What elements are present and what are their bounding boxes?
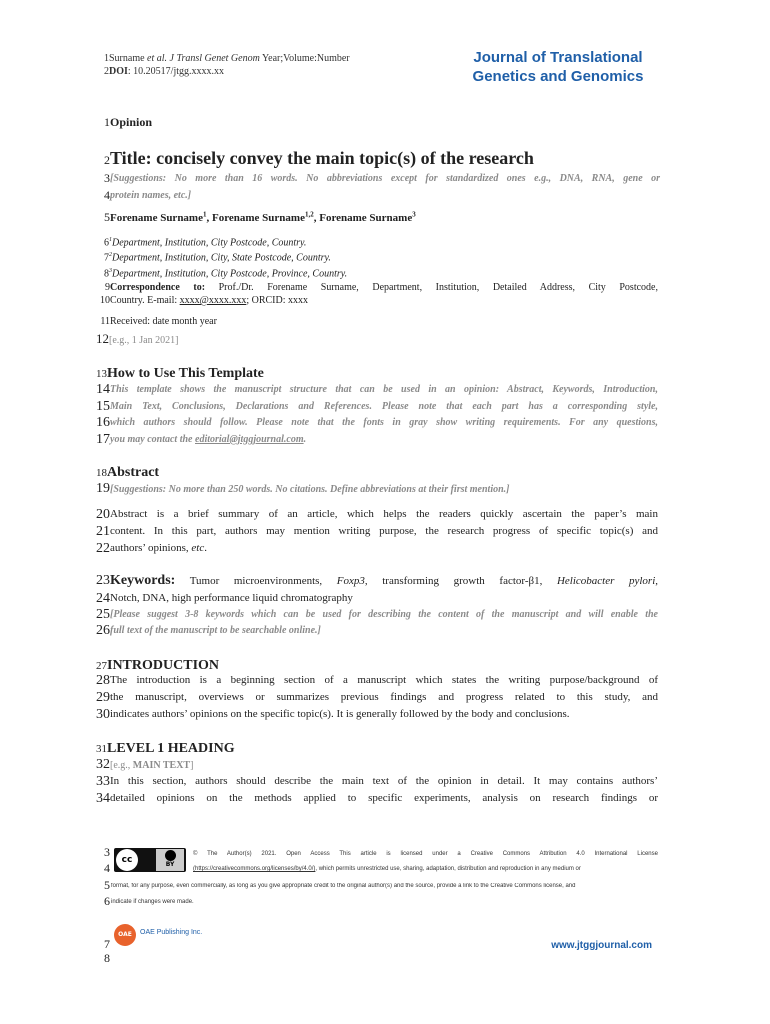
received-example-text: [e.g., 1 Jan 2021]	[109, 335, 179, 346]
line-number: 20	[96, 507, 110, 522]
line-number: 34	[96, 791, 110, 806]
keyword: , transforming growth factor-β1,	[364, 575, 557, 587]
author-name: Forename Surname	[110, 212, 203, 224]
orcid-text: ; ORCID: xxxx	[246, 295, 309, 306]
doi-label: DOI	[109, 66, 128, 77]
line-number: 32	[96, 757, 110, 772]
received-text: Received: date month year	[110, 316, 217, 327]
level1-note-text: [e.g.,	[110, 760, 133, 771]
abstract-note	[96, 481, 509, 497]
level1-note	[96, 757, 193, 773]
title-note-text: protein names, etc.]	[110, 190, 192, 201]
affiliation-line	[104, 249, 347, 264]
instruction-text: .	[303, 433, 307, 445]
title-note	[104, 170, 660, 204]
line-number: 8	[104, 267, 109, 279]
level1-body	[96, 773, 658, 807]
line-number: 22	[96, 541, 110, 556]
line-number: 18	[96, 467, 107, 479]
affiliations	[104, 234, 347, 280]
introduction-text: The introduction is a beginning section of a manuscript which states the writing purpose/background of	[110, 674, 658, 686]
affiliation-text: Department, Institution, City Postcode, Country.	[112, 237, 307, 249]
line-number: 24	[96, 591, 110, 606]
line-number: 28	[96, 673, 110, 688]
affiliation-sup: 1	[109, 237, 112, 243]
instruction-text: you may contact the	[110, 433, 195, 445]
section-heading: INTRODUCTION	[107, 658, 220, 673]
howto-body	[96, 382, 658, 448]
author-list	[104, 210, 416, 225]
correspondence-address: Prof./Dr. Forename Surname, Department, Institution, Detailed Address, City Postcode,	[205, 282, 658, 293]
article-type-label: Opinion	[110, 115, 153, 129]
line-number: 17	[96, 431, 110, 447]
correspondence-label: Correspondence to:	[110, 282, 206, 293]
header-journal-abbrev: et al. J Transl Genet Genom	[147, 53, 260, 64]
line-number: 1	[104, 115, 110, 129]
line-number: 10	[100, 295, 110, 306]
line-number: 29	[96, 690, 110, 705]
oae-logo: OAE	[114, 924, 136, 946]
affiliation-sup: 2	[109, 252, 112, 259]
article-title: Title: concisely convey the main topic(s) of the research	[110, 148, 534, 168]
author-affiliation-sup: 1,2	[304, 210, 314, 219]
line-number: 19	[96, 481, 110, 496]
abstract-heading	[96, 463, 159, 481]
article-type	[104, 115, 152, 130]
running-header-doi	[104, 66, 224, 77]
license-text: , which permits unrestricted use, sharing, adaptation, distribution and reproduction in any medium or	[315, 866, 581, 872]
keyword: Notch, DNA, high performance liquid chromatography	[110, 592, 353, 604]
correspondence	[98, 281, 658, 307]
abstract-text: content. In this part, authors may mention writing purpose, the research progress of specific topic(s) and	[110, 525, 658, 537]
line-number: 6	[104, 894, 110, 908]
line-number: 27	[96, 660, 107, 672]
author-name: , Forename Surname	[313, 212, 413, 224]
keyword: Tumor microenvironments,	[175, 575, 337, 587]
keywords-label: Keywords:	[110, 573, 176, 588]
line-number: 1	[104, 53, 109, 64]
license-line-1: © The Author(s) 2021. Open Access This article is licensed under a Creative Commons Attribution 4.0 International License	[193, 851, 658, 857]
line-number: 2	[104, 153, 110, 167]
running-header-citation	[104, 53, 350, 64]
license-line-2	[193, 866, 658, 872]
abstract-text: authors’ opinions,	[110, 542, 192, 554]
keyword: Foxp3	[336, 575, 365, 587]
line-number: 7	[104, 937, 110, 951]
line-number: 3	[104, 845, 110, 859]
main-text: In this section, authors should describe the main text of the opinion in detail. It may contains authors’	[110, 775, 658, 787]
license-line-4: indicate if changes were made.	[111, 899, 194, 905]
keywords	[96, 572, 658, 639]
received-example	[96, 331, 178, 347]
email-link[interactable]: xxxx@xxxx.xxx	[179, 295, 247, 306]
keywords-note: full text of the manuscript to be searchable online.]	[110, 625, 321, 636]
keyword: Helicobacter pylori	[556, 575, 656, 587]
affiliation-line	[104, 265, 347, 280]
journal-name-line-2: Genetics and Genomics	[472, 68, 644, 85]
line-number: 12	[96, 331, 109, 346]
editorial-email-link[interactable]: editorial@jtggjournal.com	[195, 433, 304, 445]
line-number: 21	[96, 524, 110, 539]
line-number: 5	[104, 210, 110, 224]
line-number: 23	[96, 573, 110, 588]
level1-note-text: ]	[190, 760, 194, 771]
by-panel	[156, 849, 184, 871]
title-note-text: [Suggestions: No more than 16 words. No abbreviations except for standardized ones e.g., DNA, RNA, gene or	[110, 173, 660, 184]
abstract-body	[96, 506, 658, 557]
howto-heading	[96, 364, 264, 382]
line-number: 4	[104, 861, 110, 875]
line-number: 6	[104, 237, 109, 249]
keywords-note: [Please suggest 3-8 keywords which can be used for describing the content of the manuscript and will enable the	[110, 609, 658, 620]
introduction-text: indicates authors’ opinions on the specific topic(s). It is generally followed by the body and conclusions.	[110, 708, 570, 720]
line-number: 2	[104, 66, 109, 77]
author-name: , Forename Surname	[206, 212, 305, 224]
instruction-text: which authors should follow. Please note that the fonts in gray show writing requirements. For any questions,	[110, 417, 658, 428]
level1-heading	[96, 739, 235, 757]
affiliation-sup: 3	[109, 267, 112, 274]
title-line	[104, 148, 534, 169]
main-text: detailed opinions on the methods applied to specific experiments, analysis on research findings or	[110, 792, 658, 804]
affiliation-line	[104, 234, 347, 249]
line-number: 7	[104, 252, 109, 264]
line-number: 11	[100, 316, 110, 327]
license-url-link[interactable]: (https://creativecommons.org/licenses/by/4.0/)	[193, 866, 316, 872]
publisher-name: OAE Publishing Inc.	[140, 929, 203, 936]
introduction-body	[96, 672, 658, 723]
header-surname: Surname	[109, 53, 148, 64]
by-label: BY	[165, 861, 175, 868]
introduction-text: the manuscript, overviews or summarizes previous findings and progress related to this study, and	[110, 691, 658, 703]
line-number: 26	[96, 623, 110, 638]
received-date	[98, 316, 217, 327]
line-number: 15	[96, 398, 110, 414]
line-number: 30	[96, 707, 110, 722]
line-number: 31	[96, 743, 107, 755]
line-number: 4	[104, 188, 110, 202]
cc-icon: cc	[116, 849, 138, 871]
correspondence-country: Country. E-mail:	[110, 295, 180, 306]
cc-by-license-badge[interactable]	[114, 848, 186, 872]
license-line-3: format, for any purpose, even commercially, as long as you give appropriate credit to the original author(s) and the source, provide a link to the Creative Commons license, and	[111, 883, 576, 889]
section-heading: LEVEL 1 HEADING	[107, 741, 235, 756]
cc-divider	[140, 852, 154, 868]
affiliation-text: Department, Institution, City Postcode, Province, Country.	[112, 267, 348, 279]
journal-website-link[interactable]: www.jtggjournal.com	[551, 940, 652, 951]
abstract-text: etc	[191, 542, 205, 554]
section-heading: How to Use This Template	[107, 366, 264, 381]
doi-value: : 10.20517/jtgg.xxxx.xx	[127, 66, 225, 77]
line-number: 8	[104, 951, 110, 965]
journal-name	[448, 48, 668, 86]
affiliation-text: Department, Institution, City, State Postcode, Country.	[112, 252, 331, 264]
line-number: 9	[105, 282, 110, 293]
line-number: 33	[96, 774, 110, 789]
author-affiliation-sup: 3	[412, 210, 416, 219]
abstract-text: Abstract is a brief summary of an article, which helps the readers quickly ascertain the paper’s main	[110, 508, 658, 520]
instruction-text: This template shows the manuscript structure that can be used in an opinion: Abstract, Keywords, Introduction,	[110, 384, 658, 395]
instruction-text: Main Text, Conclusions, Declarations and References. Please note that each part has a corresponding style,	[110, 400, 658, 412]
abstract-note-text: [Suggestions: No more than 250 words. No citations. Define abbreviations at their first mention.]	[110, 484, 510, 495]
journal-name-line-1: Journal of Translational	[473, 49, 643, 66]
section-heading: Abstract	[107, 465, 160, 480]
line-number: 5	[104, 878, 110, 892]
abstract-text: .	[204, 542, 207, 554]
keyword: ,	[655, 575, 659, 587]
line-number: 14	[96, 382, 110, 397]
level1-note-text: MAIN TEXT	[132, 760, 191, 771]
line-number: 3	[104, 171, 110, 185]
author-affiliation-sup: 1	[202, 210, 207, 219]
line-number: 13	[96, 368, 107, 380]
line-number: 25	[96, 607, 110, 622]
header-volume: Year;Volume:Number	[259, 53, 350, 64]
line-number: 16	[96, 415, 110, 430]
person-icon	[165, 850, 176, 861]
